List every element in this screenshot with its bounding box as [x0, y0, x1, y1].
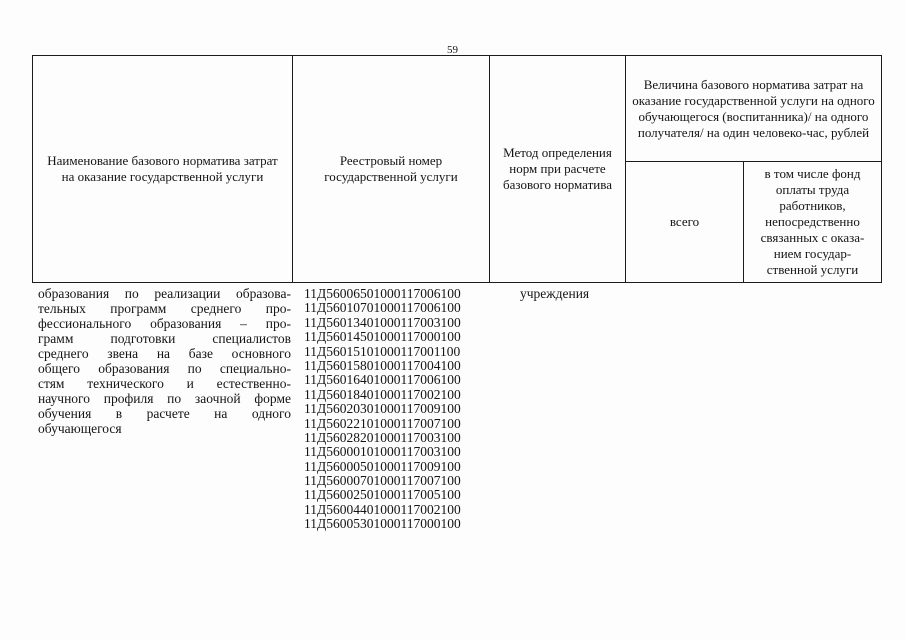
service-name-line: научного профиля по заочной форме: [38, 391, 291, 406]
registry-number: 11Д56015101000117001100: [304, 343, 461, 359]
registry-number: 11Д56006501000117006100: [304, 286, 461, 301]
registry-number: 11Д56015801000117004100: [304, 357, 461, 373]
registry-number: 11Д56000701000117007100: [304, 473, 461, 489]
registry-number: 11Д56010701000117006100: [304, 300, 461, 316]
service-name-line: среднего звена на базе основного: [38, 346, 291, 361]
service-name-line: обучающегося: [38, 421, 122, 436]
header-value-cell: Величина базового норматива затрат на оказание государственной услуги на одного обучающегося (воспитанника)/ на одного получателя/ на один человеко-час, рублей: [626, 56, 882, 162]
page-number: 59: [447, 44, 458, 56]
registry-number: 11Д56014501000117000100: [304, 329, 461, 345]
header-fund-cell: в том числе фонд оплаты труда работников, непосредственно связанных с оказа-нием государ-ственной услуги: [744, 162, 882, 283]
header-total-cell: всего: [626, 162, 744, 283]
registry-number: 11Д56018401000117002100: [304, 386, 461, 402]
service-name-line: обучения в расчете на одного: [38, 406, 291, 421]
registry-number: 11Д56000501000117009100: [304, 458, 461, 474]
header-name-cell: Наименование базового норматива затрат на оказание государственной услуги: [33, 56, 293, 283]
header-method-cell: Метод определения норм при расчете базового норматива: [490, 56, 626, 283]
table-header: [32, 55, 882, 283]
service-name-line: фессионального образования – про-: [38, 316, 291, 331]
registry-number: 11Д56022101000117007100: [304, 415, 461, 431]
service-name-line: тельных программ среднего про-: [38, 301, 291, 316]
registry-number: 11Д56013401000117003100: [304, 314, 461, 330]
registry-number: 11Д56002501000117005100: [304, 487, 461, 503]
registry-number: 11Д56016401000117006100: [304, 372, 461, 388]
service-name-line: образования по реализации образова-: [38, 286, 291, 301]
service-name: [38, 286, 291, 436]
header-registry-cell: Реестровый номер государственной услуги: [293, 56, 490, 283]
service-name-line: грамм подготовки специалистов: [38, 331, 291, 346]
method-text: учреждения: [520, 286, 590, 301]
registry-number: 11Д56028201000117003100: [304, 429, 461, 445]
registry-number: 11Д56004401000117002100: [304, 501, 461, 517]
service-name-line: стям технического и естественно-: [38, 376, 291, 391]
registry-number: 11Д56000101000117003100: [304, 444, 461, 460]
registry-number: 11Д56020301000117009100: [304, 401, 461, 417]
registry-number: 11Д56005301000117000100: [304, 516, 461, 532]
service-name-line: общего образования по специально-: [38, 361, 291, 376]
registry-numbers-list: [304, 286, 504, 531]
